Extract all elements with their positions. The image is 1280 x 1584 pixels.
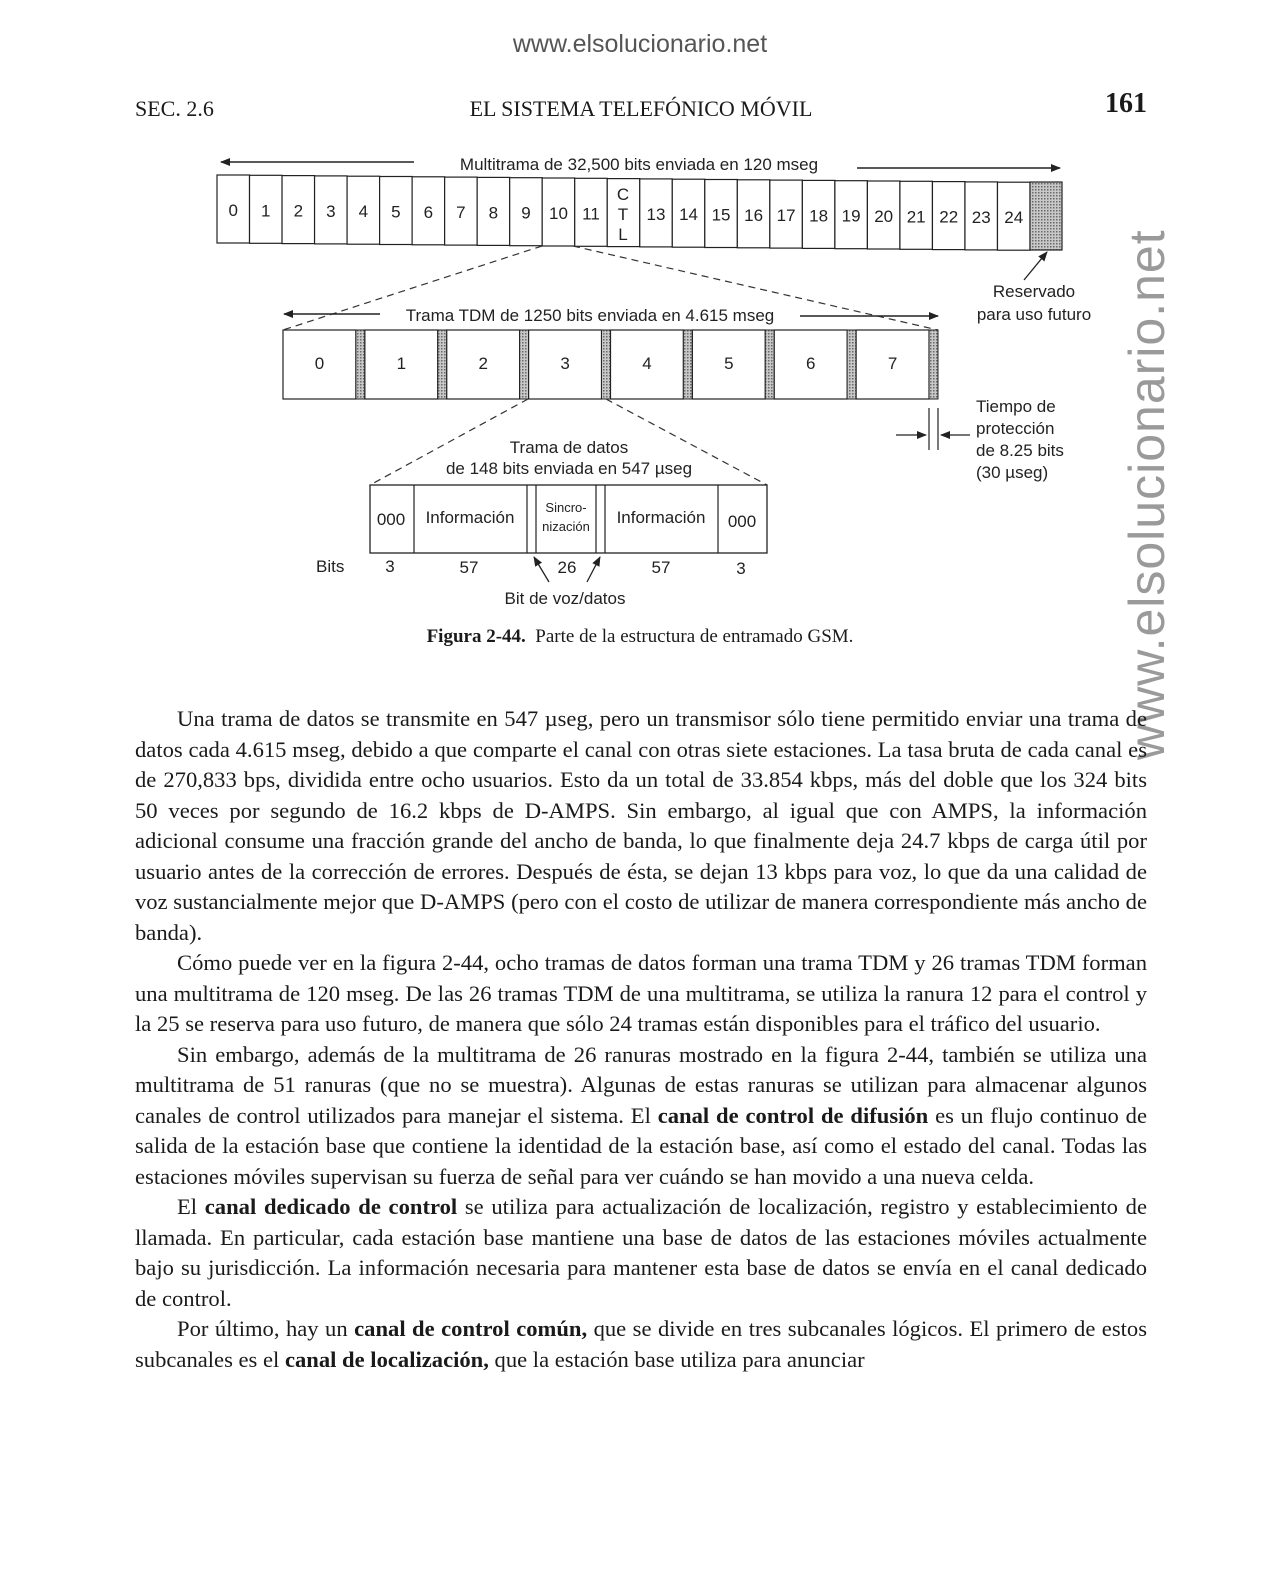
tdm-slot-number: 3 xyxy=(560,354,570,373)
bit-count-5: 3 xyxy=(736,559,746,578)
tdm-slot-number: 4 xyxy=(642,354,652,373)
guard-band xyxy=(356,330,365,399)
tdm-slots xyxy=(283,330,938,399)
slot-number: 24 xyxy=(1004,208,1024,228)
field-sync-1: Sincro- xyxy=(545,500,587,515)
term-paging-channel: canal de localización, xyxy=(284,1346,489,1372)
paragraph-3: Sin embargo, además de la multitrama de 26 ranuras mostrado en la figura 2-44, también se utiliza una multitrama de 51 ranuras (que no se muestra). Algunas de estas ranuras se utilizan para almacenar algunos canales de control utilizados para manejar el sistema. El canal de control de difusión es un flujo continuo de salida de la estación base que contiene la identidad de la estación base, así como el estado del canal. Todas las estaciones móviles supervisan su fuerza de señal para ver cuándo se han movido a una nueva celda. xyxy=(135,1041,1147,1189)
slot-number: 0 xyxy=(228,201,238,220)
voice-bit-label: Bit de voz/datos xyxy=(504,589,626,608)
slot-number: 15 xyxy=(711,205,731,225)
field-info-1: Información xyxy=(425,508,515,527)
guard-band xyxy=(929,330,938,399)
field-tail-2: 000 xyxy=(727,512,757,531)
slot-number: 23 xyxy=(971,207,991,227)
tdm-slot-number: 0 xyxy=(314,354,325,373)
guard-label-3: de 8.25 bits xyxy=(976,441,1064,460)
bit-count-4: 57 xyxy=(651,558,671,577)
paragraph-2: Cómo puede ver en la figura 2-44, ocho tramas de datos forman una trama TDM y 26 tramas TDM forman una multitrama de 120 mseg. De las 26 tramas TDM de una multitrama, se utiliza la ranura 12 para el control y la 25 se reserva para uso futuro, de manera que sólo 24 tramas están disponibles para el tráfico del usuario. xyxy=(135,950,1147,1036)
slot-number: 11 xyxy=(582,204,600,224)
field-sync-2: nización xyxy=(542,519,590,534)
slot-number: 4 xyxy=(358,202,369,222)
multiframe-label: Multitrama de 32,500 bits enviada en 120 mseg xyxy=(459,155,819,174)
chapter-title: EL SISTEMA TELEFÓNICO MÓVIL xyxy=(469,96,813,121)
caption-number: Figura 2-44. xyxy=(426,626,526,647)
guard-band xyxy=(520,330,529,399)
guard-band xyxy=(438,330,447,399)
slot-number: 17 xyxy=(776,206,796,226)
slot-number: 7 xyxy=(456,203,466,223)
reserved-label-2: para uso futuro xyxy=(976,305,1092,324)
voice-bit-arrow-left xyxy=(534,557,549,582)
guard-label-4: (30 µseg) xyxy=(976,463,1049,482)
caption-text: Parte de la estructura de entramado GSM. xyxy=(535,626,854,647)
tdm-slot-number: 6 xyxy=(805,354,816,373)
voice-bit-arrow-right xyxy=(587,557,600,582)
tdm-slot-number: 5 xyxy=(724,354,734,373)
slot-number: 13 xyxy=(646,204,666,224)
term-common-control: canal de control común, xyxy=(354,1316,588,1341)
guard-band xyxy=(602,330,611,399)
field-info-2: Información xyxy=(616,508,706,527)
ctl-letter-t: T xyxy=(617,205,629,224)
slot-number: 10 xyxy=(548,204,568,223)
guard-band xyxy=(765,330,774,399)
guard-label-1: Tiempo de xyxy=(976,397,1056,416)
bit-count-1: 3 xyxy=(385,557,395,576)
slot-number: 5 xyxy=(391,202,401,222)
paragraph-5: Por último, hay un canal de control común, que se divide en tres subcanales lógicos. El primero de estos subcanales es el canal de localización, que la estación base utiliza para anunciar xyxy=(135,1316,1147,1372)
paragraph-1: Una trama de datos se transmite en 547 µseg, pero un transmisor sólo tiene permitido enviar una trama de datos cada 4.615 mseg, debido a que comparte el canal con otras siete estaciones. La tasa bruta de cada canal es de 270,833 bps, dividida entre ocho usuarios. Esto da un total de 33.854 kbps, más del doble que los 324 bits 50 veces por segundo de 16.2 kbps de D-AMPS. Sin embargo, al igual que con AMPS, la información adicional consume una fracción grande del ancho de banda, lo que finalmente deja 24.7 kbps de carga útil por usuario antes de la corrección de errores. Después de ésta, se dejan 13 kbps para voz, lo que da una calidad de voz sustancialmente mejor que D-AMPS (pero con el costo de utilizar de manera correspondiente más ancho de banda). xyxy=(135,706,1147,945)
guard-label-2: protección xyxy=(976,419,1055,438)
field-tail-1: 000 xyxy=(376,510,406,529)
data-frame-label-1: Trama de datos xyxy=(509,438,629,457)
slot-number: 9 xyxy=(521,203,531,223)
watermark-top: www.elsolucionario.net xyxy=(512,30,768,58)
slot-number: 19 xyxy=(841,206,861,226)
slot-number: 6 xyxy=(423,202,434,222)
tdm-label: Trama TDM de 1250 bits enviada en 4.615 mseg xyxy=(405,306,775,325)
figure-caption xyxy=(0,626,1280,648)
term-broadcast-control: canal de control de difusión xyxy=(657,1102,929,1128)
slot-number: 2 xyxy=(293,201,304,221)
guard-band xyxy=(683,330,692,399)
slot-number: 14 xyxy=(679,205,699,225)
paragraph-4: El canal dedicado de control se utiliza para actualización de localización, registro y establecimiento de llamada. En particular, cada estación base mantiene una base de datos de las estaciones móviles actualmente bajo su jurisdicción. La información necesaria para mantener esta base de datos se envía en el canal dedicado de control. xyxy=(135,1194,1147,1311)
slot-number: 16 xyxy=(744,205,764,225)
slot-number: 3 xyxy=(326,201,336,221)
data-frame-label-2: de 148 bits enviada en 547 µseg xyxy=(445,459,693,478)
slot-number: 22 xyxy=(939,207,959,227)
bits-label: Bits xyxy=(316,557,345,576)
ctl-letter-c: C xyxy=(616,185,630,204)
watermark-side: www.elsolucionario.net xyxy=(1119,229,1175,760)
gsm-frame-diagram xyxy=(0,0,1280,620)
reserved-slot xyxy=(1030,182,1062,250)
reserved-label-1: Reservado xyxy=(992,282,1076,301)
slot-number: 1 xyxy=(261,201,271,221)
reserved-pointer xyxy=(1024,252,1047,280)
slot-number: 18 xyxy=(809,206,829,226)
ctl-letter-l: L xyxy=(618,225,628,244)
slot-number: 21 xyxy=(906,207,926,227)
tdm-slot-number: 2 xyxy=(478,354,488,373)
slot-number: 8 xyxy=(488,203,499,223)
section-number: SEC. 2.6 xyxy=(135,96,214,121)
bit-count-3: 26 xyxy=(557,558,577,577)
tdm-slot-number: 1 xyxy=(396,354,407,373)
tdm-slot-number: 7 xyxy=(887,354,898,373)
page-number: 161 xyxy=(1105,88,1147,119)
bit-count-2: 57 xyxy=(459,558,479,577)
slot-number: 20 xyxy=(874,207,894,226)
term-dedicated-control: canal dedicado de control xyxy=(204,1194,458,1219)
guard-band xyxy=(847,330,856,399)
body-text xyxy=(135,704,1147,1375)
